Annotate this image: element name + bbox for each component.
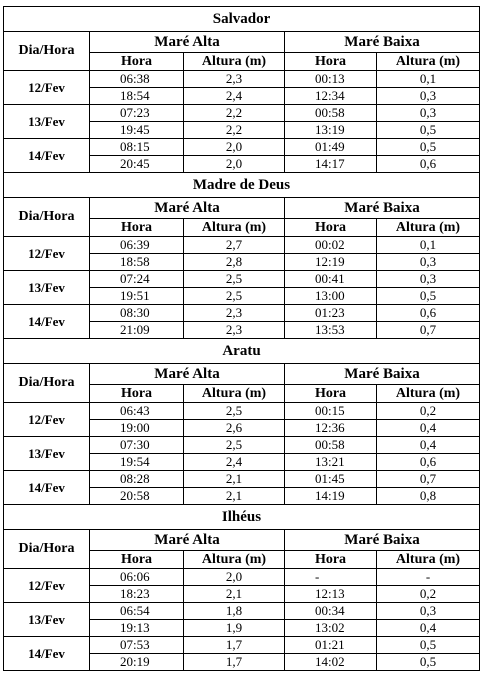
group-header-row <box>4 32 480 53</box>
baixa-altura-cell: 0,5 <box>377 288 480 305</box>
baixa-altura-header: Altura (m) <box>377 385 480 403</box>
alta-hora-cell: 06:38 <box>90 71 184 88</box>
alta-altura-cell: 1,7 <box>184 654 285 671</box>
baixa-altura-header: Altura (m) <box>377 551 480 569</box>
alta-hora-cell: 21:09 <box>90 322 184 339</box>
alta-hora-cell: 19:00 <box>90 420 184 437</box>
day-label: 13/Fev <box>4 437 90 471</box>
table-row <box>4 271 480 288</box>
baixa-hora-cell: 00:02 <box>285 237 377 254</box>
baixa-hora-cell: 00:13 <box>285 71 377 88</box>
baixa-hora-cell: 12:19 <box>285 254 377 271</box>
baixa-hora-cell: 12:36 <box>285 420 377 437</box>
alta-altura-cell: 2,2 <box>184 122 285 139</box>
mare-alta-header: Maré Alta <box>90 198 285 219</box>
alta-altura-cell: 2,3 <box>184 71 285 88</box>
baixa-hora-cell: 13:19 <box>285 122 377 139</box>
group-header-row <box>4 530 480 551</box>
baixa-hora-header: Hora <box>285 385 377 403</box>
day-label: 13/Fev <box>4 603 90 637</box>
alta-altura-cell: 2,6 <box>184 420 285 437</box>
alta-hora-cell: 18:23 <box>90 586 184 603</box>
alta-hora-cell: 20:45 <box>90 156 184 173</box>
baixa-hora-cell: - <box>285 569 377 586</box>
station-title: Salvador <box>4 7 480 32</box>
table-row <box>4 603 480 620</box>
alta-altura-cell: 1,8 <box>184 603 285 620</box>
dia-hora-header: Dia/Hora <box>4 364 90 403</box>
alta-altura-header: Altura (m) <box>184 219 285 237</box>
alta-altura-cell: 1,9 <box>184 620 285 637</box>
baixa-hora-header: Hora <box>285 551 377 569</box>
station-title-row <box>4 173 480 198</box>
alta-hora-cell: 18:54 <box>90 88 184 105</box>
baixa-altura-cell: 0,4 <box>377 437 480 454</box>
tide-table-document <box>3 6 479 671</box>
baixa-altura-cell: 0,3 <box>377 88 480 105</box>
baixa-altura-cell: 0,5 <box>377 654 480 671</box>
day-label: 14/Fev <box>4 139 90 173</box>
table-row <box>4 403 480 420</box>
station-title: Aratu <box>4 339 480 364</box>
baixa-hora-header: Hora <box>285 53 377 71</box>
baixa-hora-cell: 13:21 <box>285 454 377 471</box>
table-row <box>4 569 480 586</box>
baixa-hora-cell: 14:02 <box>285 654 377 671</box>
baixa-altura-cell: 0,3 <box>377 105 480 122</box>
dia-hora-header: Dia/Hora <box>4 198 90 237</box>
alta-altura-cell: 1,7 <box>184 637 285 654</box>
baixa-altura-cell: 0,3 <box>377 254 480 271</box>
baixa-altura-cell: 0,6 <box>377 305 480 322</box>
baixa-hora-cell: 14:17 <box>285 156 377 173</box>
mare-baixa-header: Maré Baixa <box>285 32 480 53</box>
alta-altura-cell: 2,5 <box>184 403 285 420</box>
alta-altura-cell: 2,1 <box>184 488 285 505</box>
day-label: 13/Fev <box>4 105 90 139</box>
baixa-hora-cell: 00:15 <box>285 403 377 420</box>
alta-hora-header: Hora <box>90 385 184 403</box>
baixa-altura-cell: 0,3 <box>377 271 480 288</box>
table-row <box>4 437 480 454</box>
baixa-altura-cell: 0,5 <box>377 139 480 156</box>
day-label: 14/Fev <box>4 305 90 339</box>
day-label: 12/Fev <box>4 71 90 105</box>
baixa-altura-cell: 0,7 <box>377 471 480 488</box>
alta-hora-header: Hora <box>90 551 184 569</box>
baixa-hora-cell: 01:23 <box>285 305 377 322</box>
alta-altura-cell: 2,1 <box>184 586 285 603</box>
alta-hora-cell: 19:13 <box>90 620 184 637</box>
mare-alta-header: Maré Alta <box>90 32 285 53</box>
alta-hora-cell: 19:45 <box>90 122 184 139</box>
alta-altura-cell: 2,8 <box>184 254 285 271</box>
baixa-altura-header: Altura (m) <box>377 53 480 71</box>
alta-hora-cell: 08:28 <box>90 471 184 488</box>
alta-hora-cell: 20:19 <box>90 654 184 671</box>
baixa-hora-cell: 13:02 <box>285 620 377 637</box>
station-title: Ilhéus <box>4 505 480 530</box>
baixa-hora-cell: 12:13 <box>285 586 377 603</box>
dia-hora-header: Dia/Hora <box>4 32 90 71</box>
baixa-altura-cell: 0,6 <box>377 156 480 173</box>
baixa-altura-cell: 0,5 <box>377 122 480 139</box>
table-row <box>4 139 480 156</box>
alta-hora-cell: 08:15 <box>90 139 184 156</box>
baixa-altura-cell: 0,3 <box>377 603 480 620</box>
baixa-altura-cell: - <box>377 569 480 586</box>
baixa-altura-cell: 0,4 <box>377 620 480 637</box>
baixa-hora-cell: 00:34 <box>285 603 377 620</box>
day-label: 13/Fev <box>4 271 90 305</box>
alta-altura-cell: 2,7 <box>184 237 285 254</box>
baixa-hora-header: Hora <box>285 219 377 237</box>
alta-altura-cell: 2,3 <box>184 322 285 339</box>
alta-hora-cell: 18:58 <box>90 254 184 271</box>
alta-altura-cell: 2,0 <box>184 139 285 156</box>
alta-altura-cell: 2,5 <box>184 437 285 454</box>
station-title-row <box>4 505 480 530</box>
alta-altura-cell: 2,4 <box>184 454 285 471</box>
mare-alta-header: Maré Alta <box>90 530 285 551</box>
baixa-altura-cell: 0,2 <box>377 586 480 603</box>
alta-altura-cell: 2,3 <box>184 305 285 322</box>
alta-altura-header: Altura (m) <box>184 385 285 403</box>
day-label: 12/Fev <box>4 403 90 437</box>
day-label: 14/Fev <box>4 471 90 505</box>
baixa-altura-cell: 0,6 <box>377 454 480 471</box>
baixa-hora-cell: 13:00 <box>285 288 377 305</box>
baixa-altura-cell: 0,1 <box>377 71 480 88</box>
mare-baixa-header: Maré Baixa <box>285 198 480 219</box>
baixa-altura-cell: 0,2 <box>377 403 480 420</box>
alta-altura-cell: 2,5 <box>184 271 285 288</box>
baixa-hora-cell: 12:34 <box>285 88 377 105</box>
baixa-hora-cell: 01:21 <box>285 637 377 654</box>
table-row <box>4 637 480 654</box>
alta-altura-header: Altura (m) <box>184 53 285 71</box>
tide-table <box>3 6 480 671</box>
table-row <box>4 71 480 88</box>
baixa-hora-cell: 00:41 <box>285 271 377 288</box>
alta-altura-cell: 2,0 <box>184 569 285 586</box>
alta-hora-header: Hora <box>90 219 184 237</box>
alta-altura-cell: 2,1 <box>184 471 285 488</box>
dia-hora-header: Dia/Hora <box>4 530 90 569</box>
alta-hora-cell: 19:54 <box>90 454 184 471</box>
baixa-altura-cell: 0,8 <box>377 488 480 505</box>
baixa-altura-cell: 0,4 <box>377 420 480 437</box>
alta-hora-cell: 06:54 <box>90 603 184 620</box>
alta-altura-cell: 2,0 <box>184 156 285 173</box>
alta-hora-cell: 06:06 <box>90 569 184 586</box>
station-title-row <box>4 7 480 32</box>
alta-hora-cell: 07:23 <box>90 105 184 122</box>
baixa-hora-cell: 01:45 <box>285 471 377 488</box>
alta-altura-cell: 2,2 <box>184 105 285 122</box>
table-row <box>4 305 480 322</box>
alta-altura-cell: 2,5 <box>184 288 285 305</box>
baixa-hora-cell: 00:58 <box>285 105 377 122</box>
baixa-altura-cell: 0,7 <box>377 322 480 339</box>
baixa-hora-cell: 14:19 <box>285 488 377 505</box>
group-header-row <box>4 198 480 219</box>
tide-table-body <box>4 7 480 671</box>
alta-hora-cell: 06:39 <box>90 237 184 254</box>
baixa-altura-header: Altura (m) <box>377 219 480 237</box>
baixa-hora-cell: 01:49 <box>285 139 377 156</box>
mare-alta-header: Maré Alta <box>90 364 285 385</box>
day-label: 12/Fev <box>4 237 90 271</box>
table-row <box>4 471 480 488</box>
day-label: 14/Fev <box>4 637 90 671</box>
alta-hora-cell: 20:58 <box>90 488 184 505</box>
mare-baixa-header: Maré Baixa <box>285 364 480 385</box>
group-header-row <box>4 364 480 385</box>
alta-altura-cell: 2,4 <box>184 88 285 105</box>
alta-hora-cell: 07:30 <box>90 437 184 454</box>
table-row <box>4 105 480 122</box>
day-label: 12/Fev <box>4 569 90 603</box>
alta-hora-header: Hora <box>90 53 184 71</box>
baixa-altura-cell: 0,1 <box>377 237 480 254</box>
baixa-hora-cell: 13:53 <box>285 322 377 339</box>
station-title: Madre de Deus <box>4 173 480 198</box>
alta-hora-cell: 07:24 <box>90 271 184 288</box>
baixa-hora-cell: 00:58 <box>285 437 377 454</box>
baixa-altura-cell: 0,5 <box>377 637 480 654</box>
mare-baixa-header: Maré Baixa <box>285 530 480 551</box>
table-row <box>4 237 480 254</box>
alta-hora-cell: 08:30 <box>90 305 184 322</box>
alta-altura-header: Altura (m) <box>184 551 285 569</box>
alta-hora-cell: 19:51 <box>90 288 184 305</box>
station-title-row <box>4 339 480 364</box>
alta-hora-cell: 06:43 <box>90 403 184 420</box>
alta-hora-cell: 07:53 <box>90 637 184 654</box>
